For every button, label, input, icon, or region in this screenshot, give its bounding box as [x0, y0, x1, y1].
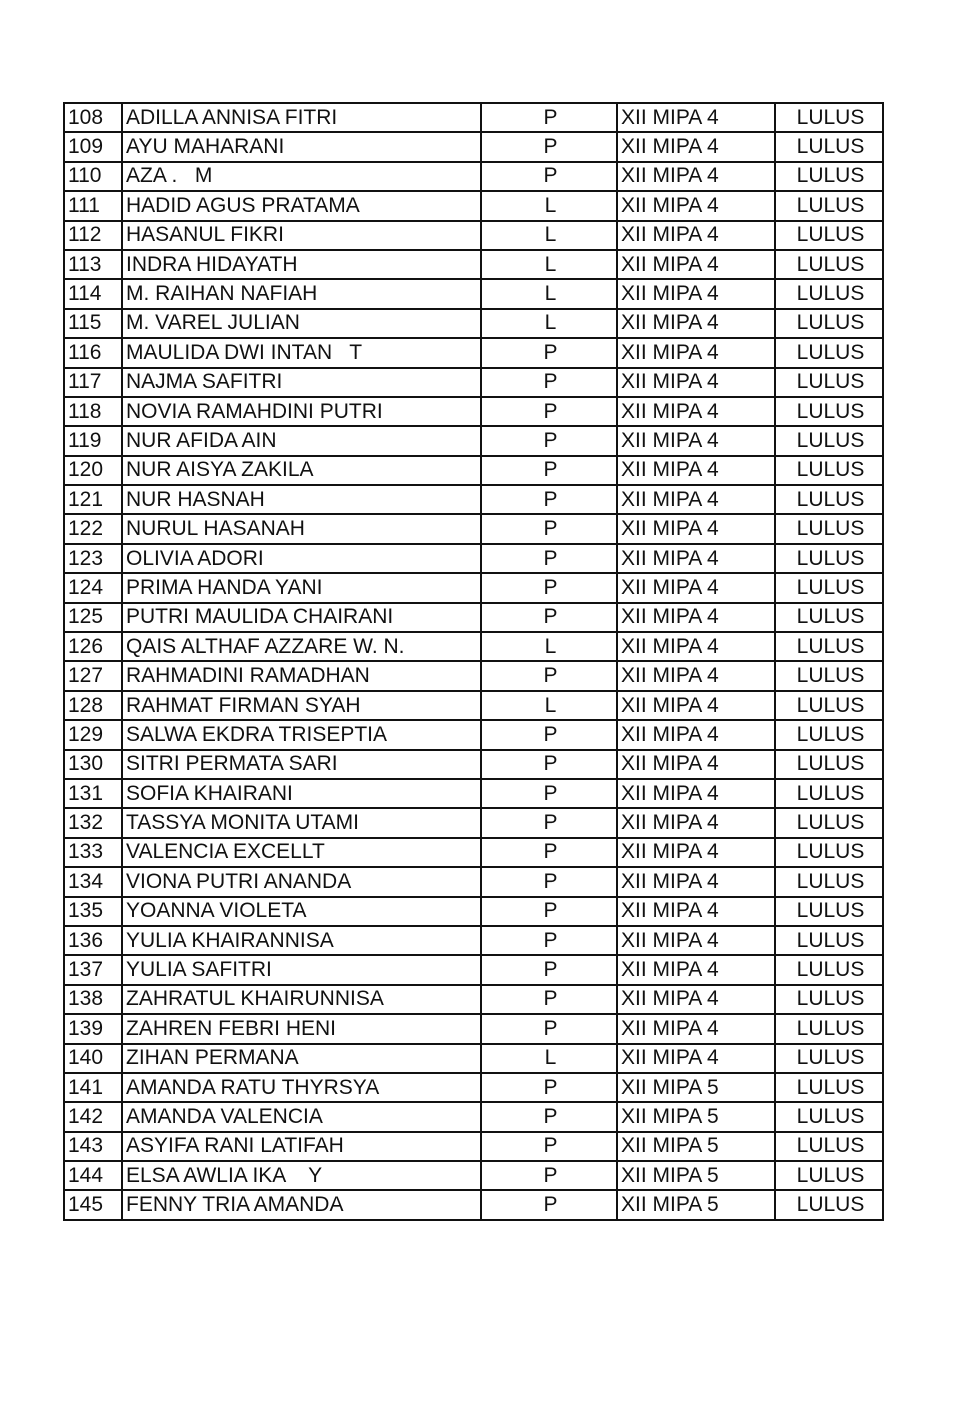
table-row	[64, 867, 883, 896]
gender-cell: P	[481, 397, 617, 426]
gender-cell: P	[481, 103, 617, 132]
student-name-cell: PRIMA HANDA YANI	[122, 573, 481, 602]
class-cell: XII MIPA 4	[617, 750, 775, 779]
gender-cell: L	[481, 221, 617, 250]
gender-cell: P	[481, 162, 617, 191]
table-row	[64, 808, 883, 837]
student-name-cell: NURUL HASANAH	[122, 514, 481, 543]
student-number-cell: 110	[64, 162, 122, 191]
class-cell: XII MIPA 5	[617, 1132, 775, 1161]
table-row	[64, 1132, 883, 1161]
status-cell: LULUS	[775, 779, 883, 808]
table-row	[64, 897, 883, 926]
class-cell: XII MIPA 4	[617, 221, 775, 250]
student-number-cell: 142	[64, 1102, 122, 1131]
status-cell: LULUS	[775, 191, 883, 220]
student-number-cell: 139	[64, 1014, 122, 1043]
student-number-cell: 144	[64, 1161, 122, 1190]
gender-cell: P	[481, 1190, 617, 1219]
status-cell: LULUS	[775, 368, 883, 397]
status-cell: LULUS	[775, 897, 883, 926]
student-name-cell: YULIA SAFITRI	[122, 955, 481, 984]
student-number-cell: 130	[64, 750, 122, 779]
student-number-cell: 122	[64, 514, 122, 543]
class-cell: XII MIPA 4	[617, 603, 775, 632]
student-name-cell: AZA . M	[122, 162, 481, 191]
class-cell: XII MIPA 4	[617, 897, 775, 926]
table-row	[64, 1014, 883, 1043]
gender-cell: P	[481, 661, 617, 690]
status-cell: LULUS	[775, 132, 883, 161]
student-number-cell: 131	[64, 779, 122, 808]
gender-cell: P	[481, 132, 617, 161]
gender-cell: L	[481, 191, 617, 220]
status-cell: LULUS	[775, 1190, 883, 1219]
class-cell: XII MIPA 4	[617, 1014, 775, 1043]
table-row	[64, 1161, 883, 1190]
student-number-cell: 145	[64, 1190, 122, 1219]
status-cell: LULUS	[775, 544, 883, 573]
student-name-cell: MAULIDA DWI INTAN T	[122, 338, 481, 367]
graduation-list-sheet	[63, 102, 884, 1221]
class-cell: XII MIPA 4	[617, 103, 775, 132]
student-name-cell: HADID AGUS PRATAMA	[122, 191, 481, 220]
student-number-cell: 128	[64, 691, 122, 720]
class-cell: XII MIPA 4	[617, 661, 775, 690]
student-name-cell: ELSA AWLIA IKA Y	[122, 1161, 481, 1190]
student-number-cell: 143	[64, 1132, 122, 1161]
student-number-cell: 135	[64, 897, 122, 926]
table-row	[64, 926, 883, 955]
table-row	[64, 720, 883, 749]
student-name-cell: NOVIA RAMAHDINI PUTRI	[122, 397, 481, 426]
class-cell: XII MIPA 4	[617, 867, 775, 896]
table-row	[64, 514, 883, 543]
gender-cell: P	[481, 867, 617, 896]
status-cell: LULUS	[775, 867, 883, 896]
gender-cell: P	[481, 838, 617, 867]
status-cell: LULUS	[775, 1073, 883, 1102]
class-cell: XII MIPA 4	[617, 368, 775, 397]
student-name-cell: HASANUL FIKRI	[122, 221, 481, 250]
student-name-cell: AYU MAHARANI	[122, 132, 481, 161]
status-cell: LULUS	[775, 485, 883, 514]
gender-cell: P	[481, 573, 617, 602]
student-number-cell: 119	[64, 426, 122, 455]
gender-cell: P	[481, 897, 617, 926]
class-cell: XII MIPA 4	[617, 573, 775, 602]
student-name-cell: NUR HASNAH	[122, 485, 481, 514]
class-cell: XII MIPA 5	[617, 1073, 775, 1102]
table-row	[64, 103, 883, 132]
gender-cell: P	[481, 514, 617, 543]
table-row	[64, 191, 883, 220]
student-number-cell: 121	[64, 485, 122, 514]
class-cell: XII MIPA 5	[617, 1190, 775, 1219]
class-cell: XII MIPA 4	[617, 838, 775, 867]
gender-cell: L	[481, 250, 617, 279]
student-name-cell: ADILLA ANNISA FITRI	[122, 103, 481, 132]
status-cell: LULUS	[775, 250, 883, 279]
student-name-cell: NUR AISYA ZAKILA	[122, 456, 481, 485]
class-cell: XII MIPA 4	[617, 162, 775, 191]
student-number-cell: 129	[64, 720, 122, 749]
gender-cell: P	[481, 368, 617, 397]
status-cell: LULUS	[775, 926, 883, 955]
class-cell: XII MIPA 4	[617, 309, 775, 338]
student-number-cell: 123	[64, 544, 122, 573]
table-row	[64, 544, 883, 573]
status-cell: LULUS	[775, 1102, 883, 1131]
status-cell: LULUS	[775, 426, 883, 455]
class-cell: XII MIPA 4	[617, 544, 775, 573]
gender-cell: P	[481, 1073, 617, 1102]
class-cell: XII MIPA 4	[617, 397, 775, 426]
student-number-cell: 124	[64, 573, 122, 602]
student-number-cell: 126	[64, 632, 122, 661]
status-cell: LULUS	[775, 661, 883, 690]
class-cell: XII MIPA 4	[617, 720, 775, 749]
student-number-cell: 109	[64, 132, 122, 161]
student-name-cell: PUTRI MAULIDA CHAIRANI	[122, 603, 481, 632]
student-name-cell: AMANDA RATU THYRSYA	[122, 1073, 481, 1102]
student-number-cell: 115	[64, 309, 122, 338]
class-cell: XII MIPA 4	[617, 279, 775, 308]
student-number-cell: 116	[64, 338, 122, 367]
class-cell: XII MIPA 4	[617, 485, 775, 514]
status-cell: LULUS	[775, 1014, 883, 1043]
status-cell: LULUS	[775, 955, 883, 984]
class-cell: XII MIPA 4	[617, 426, 775, 455]
class-cell: XII MIPA 4	[617, 632, 775, 661]
table-row	[64, 1044, 883, 1073]
student-name-cell: QAIS ALTHAF AZZARE W. N.	[122, 632, 481, 661]
gender-cell: P	[481, 456, 617, 485]
student-name-cell: VALENCIA EXCELLT	[122, 838, 481, 867]
gender-cell: P	[481, 1132, 617, 1161]
gender-cell: P	[481, 426, 617, 455]
status-cell: LULUS	[775, 397, 883, 426]
table-row	[64, 779, 883, 808]
table-row	[64, 955, 883, 984]
table-body	[64, 103, 883, 1220]
class-cell: XII MIPA 4	[617, 191, 775, 220]
student-name-cell: SITRI PERMATA SARI	[122, 750, 481, 779]
student-number-cell: 120	[64, 456, 122, 485]
status-cell: LULUS	[775, 720, 883, 749]
gender-cell: P	[481, 779, 617, 808]
gender-cell: P	[481, 1102, 617, 1131]
gender-cell: L	[481, 1044, 617, 1073]
gender-cell: P	[481, 544, 617, 573]
graduation-table	[63, 102, 884, 1221]
status-cell: LULUS	[775, 456, 883, 485]
table-row	[64, 132, 883, 161]
student-number-cell: 125	[64, 603, 122, 632]
class-cell: XII MIPA 4	[617, 250, 775, 279]
status-cell: LULUS	[775, 221, 883, 250]
student-name-cell: NUR AFIDA AIN	[122, 426, 481, 455]
status-cell: LULUS	[775, 632, 883, 661]
gender-cell: P	[481, 338, 617, 367]
table-row	[64, 309, 883, 338]
class-cell: XII MIPA 4	[617, 926, 775, 955]
student-name-cell: SOFIA KHAIRANI	[122, 779, 481, 808]
status-cell: LULUS	[775, 103, 883, 132]
status-cell: LULUS	[775, 808, 883, 837]
student-name-cell: RAHMADINI RAMADHAN	[122, 661, 481, 690]
student-name-cell: ZAHRATUL KHAIRUNNISA	[122, 985, 481, 1014]
status-cell: LULUS	[775, 338, 883, 367]
status-cell: LULUS	[775, 514, 883, 543]
student-number-cell: 133	[64, 838, 122, 867]
class-cell: XII MIPA 4	[617, 779, 775, 808]
student-name-cell: TASSYA MONITA UTAMI	[122, 808, 481, 837]
student-name-cell: M. VAREL JULIAN	[122, 309, 481, 338]
status-cell: LULUS	[775, 1044, 883, 1073]
student-number-cell: 140	[64, 1044, 122, 1073]
table-row	[64, 1073, 883, 1102]
student-name-cell: M. RAIHAN NAFIAH	[122, 279, 481, 308]
student-name-cell: YOANNA VIOLETA	[122, 897, 481, 926]
status-cell: LULUS	[775, 279, 883, 308]
table-row	[64, 573, 883, 602]
class-cell: XII MIPA 4	[617, 808, 775, 837]
student-name-cell: NAJMA SAFITRI	[122, 368, 481, 397]
class-cell: XII MIPA 4	[617, 691, 775, 720]
table-row	[64, 426, 883, 455]
student-number-cell: 118	[64, 397, 122, 426]
table-row	[64, 603, 883, 632]
table-row	[64, 985, 883, 1014]
status-cell: LULUS	[775, 838, 883, 867]
student-number-cell: 108	[64, 103, 122, 132]
status-cell: LULUS	[775, 691, 883, 720]
table-row	[64, 661, 883, 690]
gender-cell: P	[481, 1161, 617, 1190]
student-name-cell: VIONA PUTRI ANANDA	[122, 867, 481, 896]
class-cell: XII MIPA 5	[617, 1102, 775, 1131]
table-row	[64, 368, 883, 397]
gender-cell: P	[481, 603, 617, 632]
table-row	[64, 279, 883, 308]
student-number-cell: 114	[64, 279, 122, 308]
student-name-cell: INDRA HIDAYATH	[122, 250, 481, 279]
student-name-cell: OLIVIA ADORI	[122, 544, 481, 573]
table-row	[64, 338, 883, 367]
table-row	[64, 485, 883, 514]
student-name-cell: SALWA EKDRA TRISEPTIA	[122, 720, 481, 749]
class-cell: XII MIPA 4	[617, 955, 775, 984]
student-number-cell: 136	[64, 926, 122, 955]
student-number-cell: 138	[64, 985, 122, 1014]
table-row	[64, 750, 883, 779]
student-number-cell: 141	[64, 1073, 122, 1102]
table-row	[64, 1102, 883, 1131]
table-row	[64, 456, 883, 485]
gender-cell: P	[481, 926, 617, 955]
student-number-cell: 113	[64, 250, 122, 279]
class-cell: XII MIPA 4	[617, 514, 775, 543]
table-row	[64, 691, 883, 720]
student-name-cell: ZIHAN PERMANA	[122, 1044, 481, 1073]
student-name-cell: ZAHREN FEBRI HENI	[122, 1014, 481, 1043]
student-number-cell: 112	[64, 221, 122, 250]
gender-cell: P	[481, 955, 617, 984]
student-name-cell: FENNY TRIA AMANDA	[122, 1190, 481, 1219]
student-number-cell: 111	[64, 191, 122, 220]
student-number-cell: 127	[64, 661, 122, 690]
table-row	[64, 250, 883, 279]
table-row	[64, 162, 883, 191]
status-cell: LULUS	[775, 1132, 883, 1161]
gender-cell: P	[481, 1014, 617, 1043]
gender-cell: P	[481, 485, 617, 514]
table-row	[64, 632, 883, 661]
class-cell: XII MIPA 4	[617, 985, 775, 1014]
table-row	[64, 397, 883, 426]
table-row	[64, 1190, 883, 1219]
student-name-cell: ASYIFA RANI LATIFAH	[122, 1132, 481, 1161]
student-name-cell: RAHMAT FIRMAN SYAH	[122, 691, 481, 720]
student-name-cell: YULIA KHAIRANNISA	[122, 926, 481, 955]
class-cell: XII MIPA 5	[617, 1161, 775, 1190]
class-cell: XII MIPA 4	[617, 1044, 775, 1073]
gender-cell: P	[481, 750, 617, 779]
status-cell: LULUS	[775, 573, 883, 602]
gender-cell: L	[481, 632, 617, 661]
student-number-cell: 132	[64, 808, 122, 837]
gender-cell: P	[481, 985, 617, 1014]
status-cell: LULUS	[775, 985, 883, 1014]
status-cell: LULUS	[775, 1161, 883, 1190]
student-name-cell: AMANDA VALENCIA	[122, 1102, 481, 1131]
gender-cell: P	[481, 720, 617, 749]
class-cell: XII MIPA 4	[617, 132, 775, 161]
gender-cell: L	[481, 279, 617, 308]
table-row	[64, 221, 883, 250]
status-cell: LULUS	[775, 309, 883, 338]
student-number-cell: 117	[64, 368, 122, 397]
status-cell: LULUS	[775, 162, 883, 191]
student-number-cell: 137	[64, 955, 122, 984]
class-cell: XII MIPA 4	[617, 456, 775, 485]
status-cell: LULUS	[775, 603, 883, 632]
gender-cell: L	[481, 691, 617, 720]
class-cell: XII MIPA 4	[617, 338, 775, 367]
student-number-cell: 134	[64, 867, 122, 896]
gender-cell: L	[481, 309, 617, 338]
gender-cell: P	[481, 808, 617, 837]
table-row	[64, 838, 883, 867]
status-cell: LULUS	[775, 750, 883, 779]
